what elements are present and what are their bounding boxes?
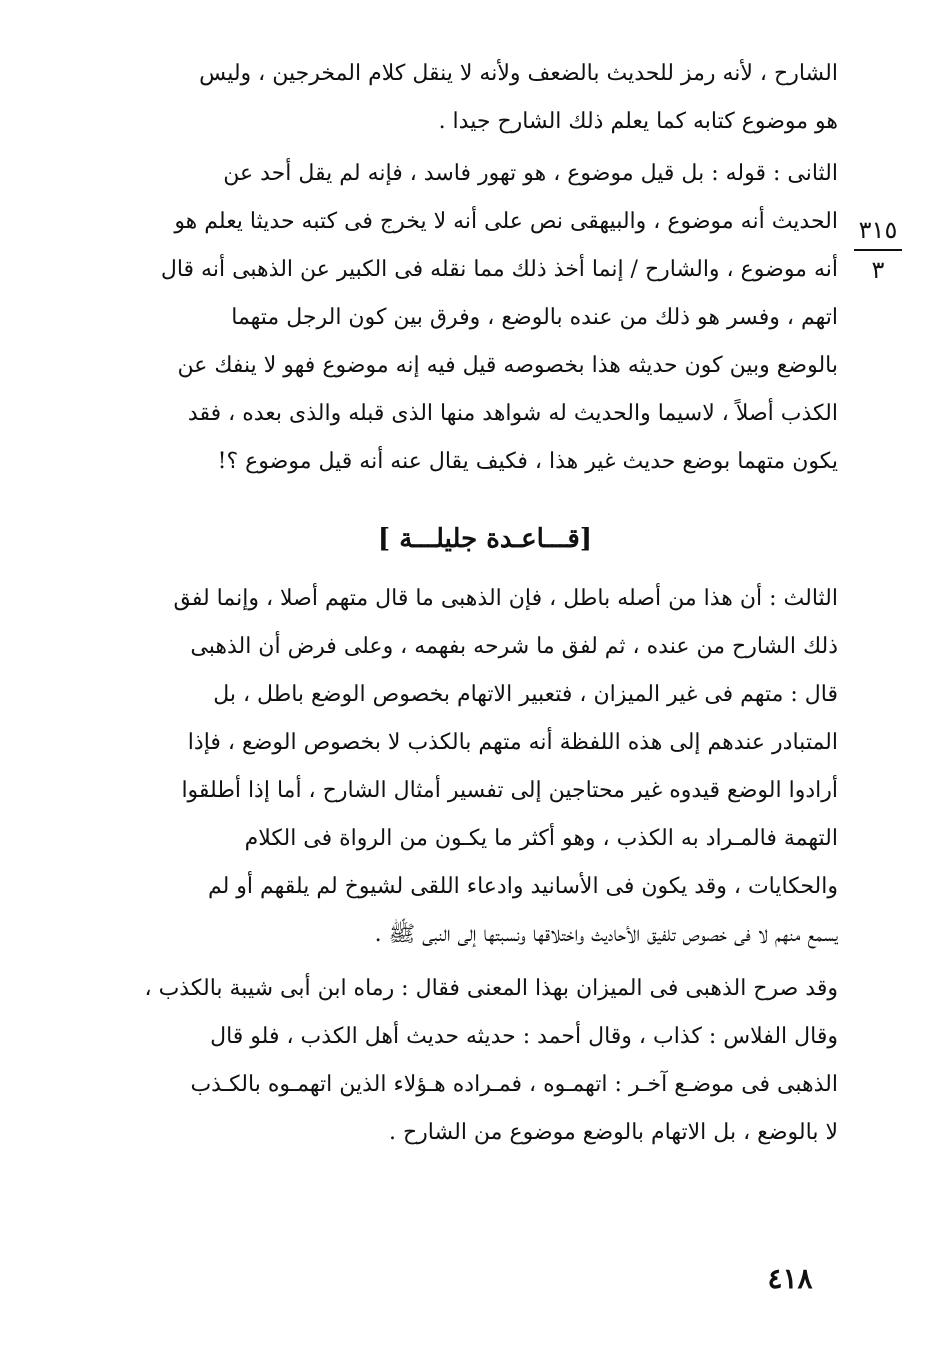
text-line: يسمع منهم لا فى خصوص تلفيق الأحاديث واختلاقها ونسبتها إلى النبى ﷺ .: [374, 922, 838, 947]
text-line: التهمة فالمـراد به الكذب ، وهو أكثر ما يكـون من الرواة فى الكلام: [244, 826, 838, 851]
margin-reference: [852, 215, 904, 285]
text-line: الثالث : أن هذا من أصله باطل ، فإن الذهبى ما قال متهم أصلا ، وإنما لفق: [173, 586, 838, 611]
text-line: وقد صرح الذهبى فى الميزان بهذا المعنى فقال : رماه ابن أبى شيبة بالكذب ،: [144, 976, 838, 1001]
text-line: ذلك الشارح من عنده ، ثم لفق ما شرحه بفهمه ، وعلى فرض أن الذهبى: [190, 634, 838, 659]
page-number: ٤١٨: [767, 1262, 813, 1295]
text-line: وقال الفلاس : كذاب ، وقال أحمد : حديثه حديث أهل الكذب ، فلو قال: [210, 1024, 838, 1049]
margin-reference-bottom: ٣: [871, 256, 885, 284]
text-line: الشارح ، لأنه رمز للحديث بالضعف ولأنه لا ينقل كلام المخرجين ، وليس: [199, 61, 838, 86]
text-line: الثانى : قوله : بل قيل موضوع ، هو تهور فاسد ، فإنه لم يقل أحد عن: [223, 161, 838, 186]
text-line: المتبادر عندهم إلى هذه اللفظة أنه متهم بالكذب لا بخصوص الوضع ، فإذا: [187, 730, 838, 755]
text-line: الكذب أصلاً ، لاسيما والحديث له شواهد منها الذى قبله والذى بعده ، فقد: [187, 401, 838, 426]
text-line: والحكايات ، وقد يكون فى الأسانيد وادعاء اللقى لشيوخ لم يلقهم أو لم: [207, 874, 838, 899]
text-line: الذهبى فى موضـع آخـر : اتهمـوه ، فمـراده هـؤلاء الذين اتهمـوه بالكـذب: [190, 1072, 838, 1097]
text-line: بالوضع وبين كون حديثه هذا بخصوصه قيل فيه إنه موضوع فهو لا ينفك عن: [177, 353, 838, 378]
text-line: هو موضوع كتابه كما يعلم ذلك الشارح جيدا .: [438, 109, 838, 134]
text-line: أنه موضوع ، والشارح / إنما أخذ ذلك مما نقله فى الكبير عن الذهبى أنه قال: [160, 257, 838, 282]
text-line: اتهم ، وفسر هو ذلك من عنده بالوضع ، وفرق بين كون الرجل متهما: [231, 305, 838, 330]
text-line: الحديث أنه موضوع ، والبيهقى نص على أنه لا يخرج فى كتبه حديثا يعلم هو: [174, 209, 838, 234]
text-line: لا بالوضع ، بل الاتهام بالوضع موضوع من الشارح .: [388, 1120, 838, 1145]
paragraph-4: [132, 965, 838, 1157]
paragraph-1: [132, 50, 838, 146]
text-line: أرادوا الوضع قيدوه غير محتاجين إلى تفسير أمثال الشارح ، أما إذا أطلقوا: [181, 778, 838, 803]
paragraph-2: [132, 150, 838, 486]
margin-reference-top: ٣١٥: [858, 216, 898, 244]
section-heading: [قـــاعـدة جليلـــة ]: [377, 524, 593, 554]
text-line: قال : متهم فى غير الميزان ، فتعبير الاتهام بخصوص الوضع باطل ، بل: [213, 682, 838, 707]
margin-reference-divider: [854, 249, 902, 251]
text-line: يكون متهما بوضع حديث غير هذا ، فكيف يقال عنه أنه قيل موضوع ؟!: [217, 449, 838, 474]
paragraph-3: [132, 575, 838, 959]
